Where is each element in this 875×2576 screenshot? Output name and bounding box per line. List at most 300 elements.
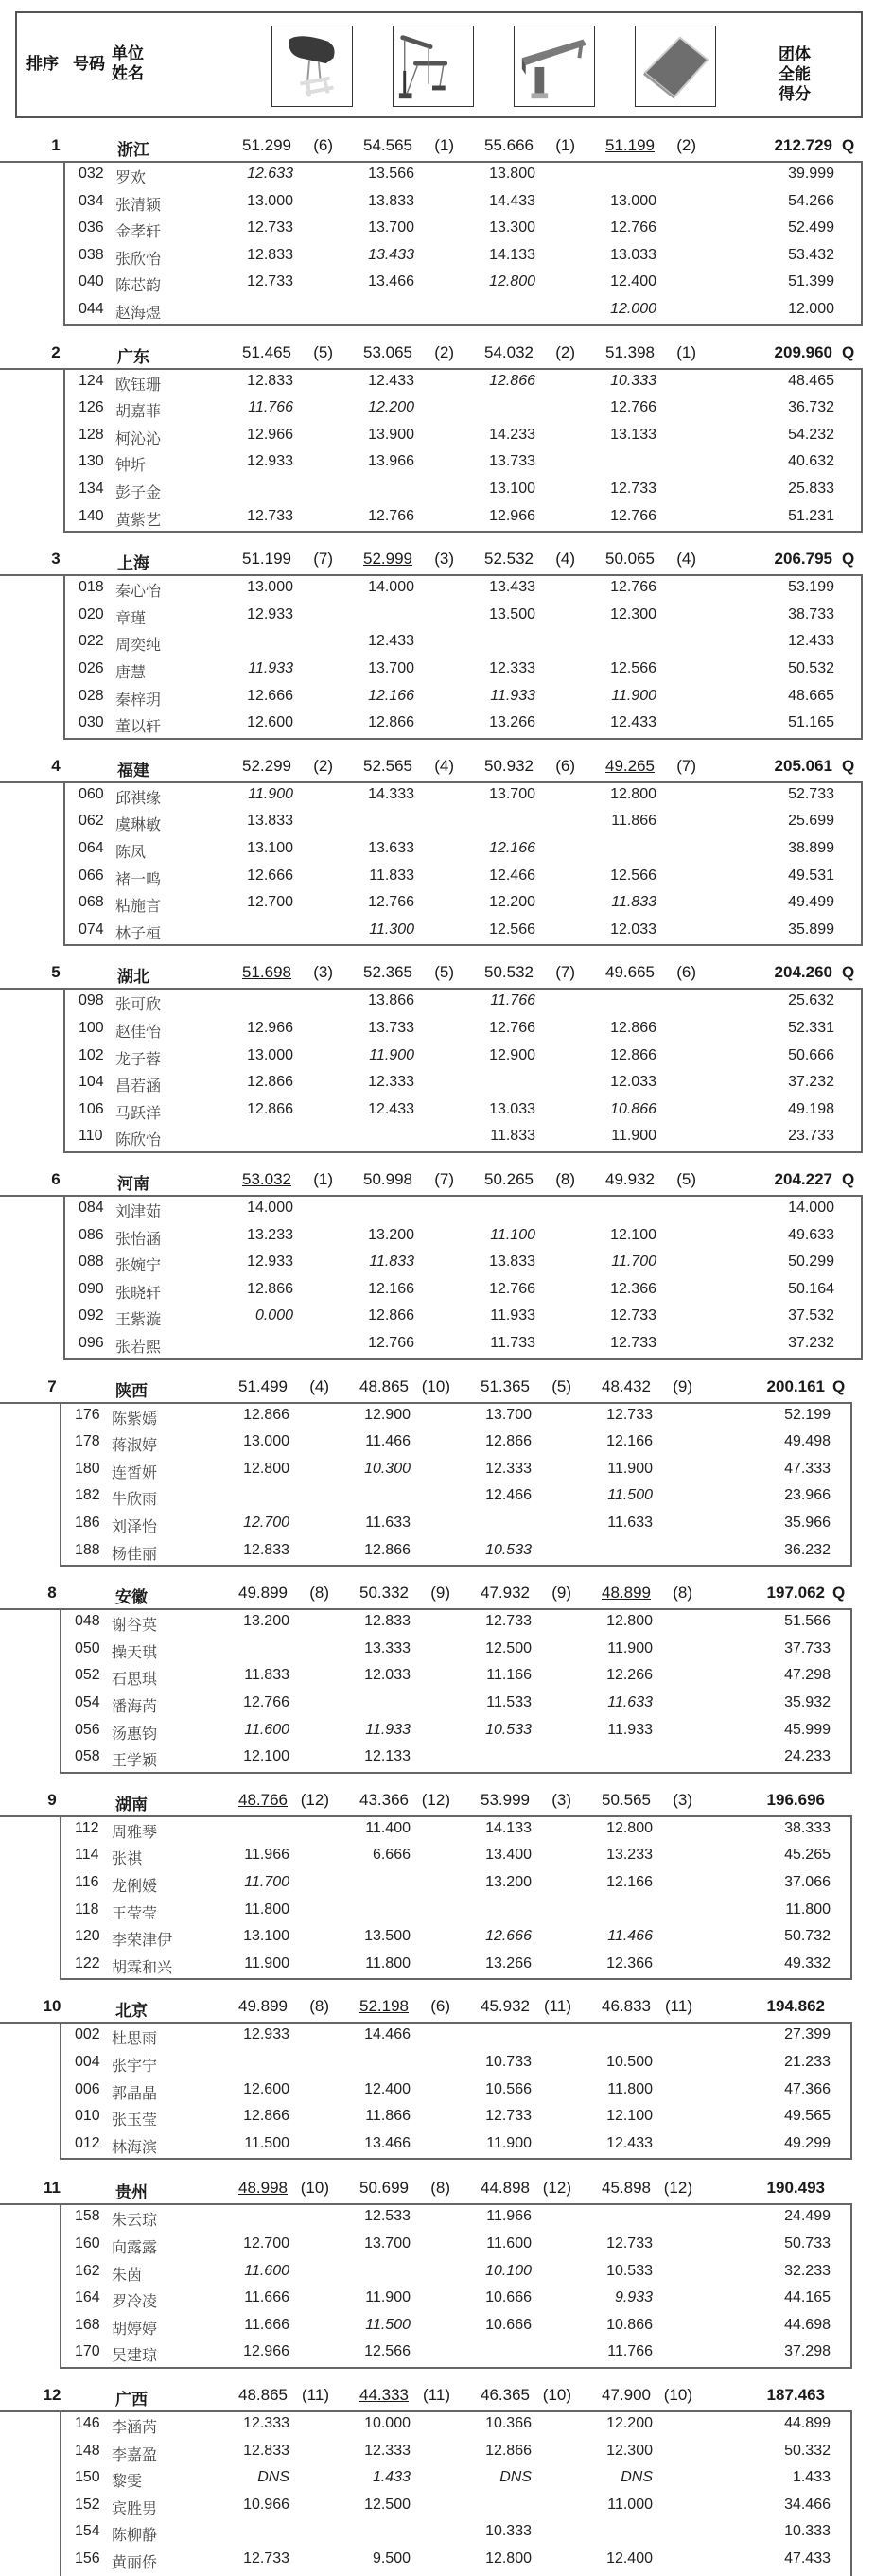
apparatus-team-score: 52.532 <box>484 550 534 569</box>
athlete-number: 168 <box>75 2316 100 2333</box>
apparatus-team-score: 51.398 <box>605 342 655 361</box>
team-rank: 8 <box>47 1584 57 1603</box>
apparatus-team-rank: (10) <box>421 1376 450 1395</box>
apparatus-score: 13.466 <box>368 273 414 290</box>
apparatus-score: 13.266 <box>489 714 535 731</box>
apparatus-score: 11.000 <box>607 2496 653 2513</box>
athlete-total: 51.165 <box>788 714 834 731</box>
apparatus-score: 12.966 <box>247 426 293 443</box>
athlete-name: 周奕纯 <box>115 638 162 655</box>
apparatus-team-score: 53.999 <box>481 1790 530 1809</box>
athlete-name: 陈欣怡 <box>115 1132 162 1149</box>
apparatus-score: 13.733 <box>489 453 535 470</box>
athlete-row <box>65 270 865 296</box>
athlete-row <box>65 782 865 809</box>
athlete-row <box>65 575 865 602</box>
athlete-name: 石思琪 <box>112 1672 158 1689</box>
apparatus-score: 11.900 <box>607 1639 653 1656</box>
apparatus-score: 10.333 <box>485 2523 532 2540</box>
athlete-total: 34.466 <box>784 2496 831 2513</box>
team-rank: 9 <box>47 1790 57 1809</box>
apparatus-score: 12.733 <box>247 507 293 524</box>
apparatus-team-score: 52.565 <box>363 756 412 775</box>
team-name: 安徽 <box>115 1588 148 1607</box>
apparatus-score: 13.200 <box>243 1613 289 1630</box>
apparatus-team-rank: (3) <box>673 1790 692 1809</box>
member-list <box>60 1403 852 1568</box>
apparatus-team-score: 50.332 <box>359 1584 409 1603</box>
apparatus-score: 13.300 <box>489 219 535 237</box>
apparatus-team-rank: (9) <box>673 1376 692 1395</box>
athlete-name: 张晓轩 <box>115 1285 162 1302</box>
athlete-name: 金孝轩 <box>115 224 162 241</box>
apparatus-score: 12.166 <box>368 687 414 704</box>
athlete-row <box>65 864 865 890</box>
athlete-total: 54.266 <box>788 192 834 209</box>
apparatus-score: 12.333 <box>489 659 535 676</box>
apparatus-score: 13.633 <box>368 839 414 856</box>
apparatus-score: 14.000 <box>368 579 414 596</box>
athlete-name: 虞琳敏 <box>115 817 162 834</box>
athlete-name: 操天琪 <box>112 1644 158 1661</box>
apparatus-score: 12.300 <box>606 2442 653 2459</box>
team-rank: 4 <box>51 756 61 775</box>
team-total-score: 196.696 <box>766 1790 825 1809</box>
apparatus-team-score: 50.699 <box>359 2179 409 2198</box>
athlete-number: 122 <box>75 1954 100 1971</box>
floor-exercise-icon <box>635 26 716 107</box>
qualified-badge: Q <box>832 1584 846 1603</box>
apparatus-score: 13.333 <box>364 1639 411 1656</box>
team-name: 广东 <box>117 347 149 366</box>
athlete-row <box>61 2313 854 2339</box>
apparatus-score: 12.566 <box>610 659 656 676</box>
athlete-total: 25.632 <box>788 992 834 1009</box>
apparatus-team-score: 51.299 <box>242 136 291 154</box>
apparatus-score: 10.533 <box>485 1721 532 1738</box>
apparatus-score: 12.033 <box>610 1074 656 1091</box>
apparatus-team-rank: (4) <box>555 550 575 569</box>
apparatus-score: 12.833 <box>243 1541 289 1558</box>
athlete-name: 黎雯 <box>112 2474 143 2491</box>
athlete-total: 49.332 <box>784 1954 831 1971</box>
athlete-row <box>61 2204 854 2231</box>
apparatus-team-rank: (3) <box>313 963 333 982</box>
apparatus-score: 13.700 <box>489 785 535 802</box>
team-total-score: 212.729 <box>774 136 832 154</box>
athlete-name: 钟圻 <box>115 458 147 475</box>
team-total-score: 205.061 <box>774 756 832 775</box>
athlete-number: 128 <box>79 426 104 443</box>
apparatus-score: 13.233 <box>247 1226 293 1243</box>
apparatus-score: 11.933 <box>490 687 535 704</box>
apparatus-team-rank: (12) <box>663 2179 692 2198</box>
athlete-row <box>61 2077 854 2104</box>
athlete-row <box>65 918 865 944</box>
apparatus-score: 12.700 <box>247 894 293 911</box>
apparatus-score: 11.833 <box>369 1253 414 1270</box>
qualified-badge: Q <box>842 342 855 361</box>
athlete-number: 114 <box>75 1847 99 1864</box>
apparatus-score: 11.600 <box>244 1721 289 1738</box>
apparatus-team-score: 47.932 <box>481 1584 530 1603</box>
athlete-row <box>65 504 865 531</box>
athlete-number: 092 <box>79 1307 104 1324</box>
athlete-row <box>65 603 865 629</box>
apparatus-score: 12.333 <box>485 1460 532 1477</box>
athlete-total: 49.498 <box>784 1433 831 1450</box>
athlete-total: 48.465 <box>788 372 834 389</box>
athlete-row <box>65 1097 865 1124</box>
athlete-number: 034 <box>79 192 104 209</box>
apparatus-score: 12.433 <box>606 2134 653 2151</box>
apparatus-score: 11.900 <box>486 2134 532 2151</box>
athlete-row <box>65 1277 865 1304</box>
athlete-name: 张若熙 <box>115 1340 162 1356</box>
athlete-number: 090 <box>79 1280 104 1297</box>
athlete-row <box>65 297 865 324</box>
apparatus-score: 11.700 <box>244 1873 289 1890</box>
apparatus-score: 13.200 <box>368 1226 414 1243</box>
athlete-row <box>61 1483 854 1510</box>
vault-icon <box>271 26 353 107</box>
apparatus-score: 11.966 <box>486 2208 532 2225</box>
athlete-number: 158 <box>75 2208 100 2225</box>
apparatus-score: 11.733 <box>490 1335 535 1351</box>
athlete-name: 龙子蓉 <box>115 1051 162 1068</box>
athlete-row <box>65 423 865 449</box>
athlete-number: 038 <box>79 246 104 263</box>
athlete-number: 150 <box>75 2469 100 2486</box>
team-name: 河南 <box>117 1175 149 1193</box>
athlete-number: 098 <box>79 992 104 1009</box>
apparatus-score: 12.166 <box>606 1433 653 1450</box>
athlete-row <box>65 836 865 863</box>
athlete-total: 36.732 <box>788 399 834 416</box>
athlete-number: 044 <box>79 301 104 317</box>
apparatus-score: 10.100 <box>485 2262 532 2279</box>
member-list <box>60 1609 852 1774</box>
apparatus-score: 12.333 <box>243 2415 289 2431</box>
athlete-row <box>65 216 865 242</box>
apparatus-score: 12.466 <box>489 867 535 884</box>
apparatus-score: 12.666 <box>485 1928 532 1945</box>
athlete-name: 胡霖和兴 <box>112 1959 173 1976</box>
athlete-row <box>61 1637 854 1663</box>
apparatus-score: 12.866 <box>368 1307 414 1324</box>
apparatus-score: 10.566 <box>485 2080 532 2097</box>
apparatus-team-rank: (8) <box>430 2179 450 2198</box>
athlete-name: 罗欢 <box>115 170 147 186</box>
athlete-number: 084 <box>79 1200 104 1216</box>
athlete-number: 002 <box>75 2026 100 2043</box>
athlete-name: 张宇宁 <box>112 2058 158 2075</box>
athlete-row <box>65 477 865 503</box>
athlete-row <box>65 657 865 683</box>
apparatus-team-rank: (6) <box>313 136 333 154</box>
apparatus-score: 12.933 <box>247 453 293 470</box>
athlete-name: 向露露 <box>112 2239 158 2256</box>
apparatus-score: 11.800 <box>244 1901 289 1918</box>
athlete-number: 176 <box>75 1406 100 1423</box>
athlete-row <box>61 1898 854 1924</box>
athlete-total: 36.232 <box>784 1541 831 1558</box>
athlete-name: 朱茵 <box>112 2267 143 2284</box>
athlete-name: 唐慧 <box>115 664 147 681</box>
athlete-name: 张婉宁 <box>115 1258 162 1275</box>
apparatus-team-score: 53.032 <box>242 1170 291 1188</box>
apparatus-score: 11.900 <box>365 2289 411 2306</box>
apparatus-score: 12.366 <box>606 1954 653 1971</box>
athlete-total: 44.165 <box>784 2289 831 2306</box>
apparatus-score: 10.966 <box>243 2496 289 2513</box>
athlete-name: 吴建琼 <box>112 2348 158 2365</box>
team-rank: 11 <box>44 2179 61 2198</box>
apparatus-score: 12.200 <box>489 894 535 911</box>
apparatus-score: 13.200 <box>485 1873 532 1890</box>
apparatus-team-rank: (1) <box>676 342 696 361</box>
athlete-row <box>61 2104 854 2130</box>
apparatus-score: 12.866 <box>368 714 414 731</box>
apparatus-team-score: 48.998 <box>238 2179 288 2198</box>
apparatus-team-rank: (5) <box>434 963 454 982</box>
apparatus-team-score: 50.532 <box>484 963 534 982</box>
team-rank: 5 <box>51 963 61 982</box>
apparatus-team-rank: (12) <box>421 1790 450 1809</box>
apparatus-score: 14.433 <box>489 192 535 209</box>
apparatus-score: 12.000 <box>610 301 656 317</box>
athlete-number: 102 <box>79 1046 104 1063</box>
apparatus-score: 11.300 <box>369 920 414 938</box>
apparatus-team-score: 54.032 <box>484 342 534 361</box>
apparatus-score: 9.500 <box>372 2550 411 2567</box>
athlete-name: 王莹莹 <box>112 1905 158 1922</box>
team-total-score: 209.960 <box>774 342 832 361</box>
athlete-row <box>61 2339 854 2366</box>
athlete-name: 李荣津伊 <box>112 1933 173 1950</box>
athlete-total: 49.299 <box>784 2134 831 2151</box>
apparatus-score: 14.233 <box>489 426 535 443</box>
apparatus-score: 11.766 <box>607 2343 653 2360</box>
apparatus-score: 10.866 <box>610 1100 656 1117</box>
athlete-row <box>65 189 865 216</box>
athlete-number: 026 <box>79 659 104 676</box>
athlete-name: 周雅琴 <box>112 1824 158 1841</box>
team-summary-row <box>0 1166 875 1193</box>
apparatus-score: 10.333 <box>610 372 656 389</box>
athlete-total: 24.499 <box>784 2208 831 2225</box>
apparatus-team-score: 54.565 <box>363 136 412 154</box>
apparatus-score: 13.833 <box>489 1253 535 1270</box>
athlete-number: 020 <box>79 605 104 622</box>
team-rank: 2 <box>51 342 61 361</box>
apparatus-team-score: 48.766 <box>238 1790 288 1809</box>
apparatus-team-score: 51.365 <box>481 1376 530 1395</box>
team-name: 广西 <box>115 2391 148 2409</box>
athlete-total: 50.532 <box>788 659 834 676</box>
team-total-score: 197.062 <box>766 1584 825 1603</box>
athlete-total: 52.499 <box>788 219 834 237</box>
apparatus-score: 13.400 <box>485 1847 532 1864</box>
apparatus-score: 12.733 <box>610 1307 656 1324</box>
apparatus-score: 11.933 <box>248 659 293 676</box>
apparatus-score: 13.800 <box>489 166 535 182</box>
athlete-name: 刘津茹 <box>115 1204 162 1220</box>
apparatus-score: 12.800 <box>606 1613 653 1630</box>
athlete-number: 164 <box>75 2289 100 2306</box>
athlete-number: 186 <box>75 1514 100 1531</box>
apparatus-score: 11.766 <box>248 399 293 416</box>
apparatus-score: 1.433 <box>372 2469 411 2486</box>
apparatus-score: 10.366 <box>485 2415 532 2431</box>
athlete-total: 49.633 <box>788 1226 834 1243</box>
apparatus-team-score: 46.833 <box>602 1997 651 2016</box>
apparatus-team-score: 55.666 <box>484 136 534 154</box>
athlete-name: 王学颖 <box>112 1753 158 1770</box>
apparatus-score: 13.000 <box>610 192 656 209</box>
athlete-total: 11.800 <box>785 1901 831 1918</box>
athlete-row <box>61 2519 854 2546</box>
athlete-name: 褚一鸣 <box>115 871 162 888</box>
apparatus-team-rank: (4) <box>309 1376 329 1395</box>
apparatus-team-score: 44.333 <box>359 2386 409 2404</box>
athlete-number: 088 <box>79 1253 104 1270</box>
apparatus-score: 12.866 <box>247 1074 293 1091</box>
athlete-name: 章瑾 <box>115 610 147 627</box>
qualified-badge: Q <box>832 1376 846 1395</box>
apparatus-score: 11.466 <box>365 1433 411 1450</box>
apparatus-team-score: 48.865 <box>238 2386 288 2404</box>
team-rank: 12 <box>43 2386 61 2404</box>
apparatus-score: 12.700 <box>243 1514 289 1531</box>
apparatus-score: 11.833 <box>611 894 656 911</box>
athlete-row <box>65 809 865 835</box>
member-list <box>60 2023 852 2160</box>
apparatus-score: 12.333 <box>364 2442 411 2459</box>
apparatus-score: 12.766 <box>368 1335 414 1351</box>
qualified-badge: Q <box>842 1170 855 1188</box>
apparatus-team-score: 52.198 <box>359 1997 409 2016</box>
athlete-row <box>65 890 865 917</box>
apparatus-score: 12.700 <box>243 2234 289 2252</box>
athlete-row <box>61 1691 854 1717</box>
athlete-total: 45.999 <box>784 1721 831 1738</box>
athlete-name: 王紫漩 <box>115 1312 162 1329</box>
athlete-total: 50.164 <box>788 1280 834 1297</box>
athlete-number: 096 <box>79 1335 104 1351</box>
apparatus-team-rank: (8) <box>309 1584 329 1603</box>
apparatus-team-score: 44.898 <box>481 2179 530 2198</box>
athlete-number: 086 <box>79 1226 104 1243</box>
apparatus-team-rank: (1) <box>555 136 575 154</box>
apparatus-team-score: 50.932 <box>484 756 534 775</box>
athlete-row <box>61 1538 854 1565</box>
apparatus-team-rank: (5) <box>313 342 333 361</box>
apparatus-score: 11.400 <box>365 1819 411 1836</box>
apparatus-team-score: 50.265 <box>484 1170 534 1188</box>
athlete-total: 50.732 <box>784 1928 831 1945</box>
apparatus-team-score: 52.999 <box>363 550 412 569</box>
apparatus-score: 13.900 <box>368 426 414 443</box>
athlete-total: 32.233 <box>784 2262 831 2279</box>
athlete-number: 012 <box>75 2134 100 2151</box>
apparatus-score: 12.733 <box>610 1335 656 1351</box>
athlete-number: 036 <box>79 219 104 237</box>
apparatus-score: 13.266 <box>485 1954 532 1971</box>
apparatus-team-rank: (5) <box>551 1376 571 1395</box>
apparatus-team-rank: (1) <box>313 1170 333 1188</box>
team-summary-row <box>0 1374 871 1400</box>
apparatus-score: 13.000 <box>247 1046 293 1063</box>
athlete-total: 53.432 <box>788 246 834 263</box>
team-rank: 10 <box>43 1997 61 2016</box>
athlete-number: 066 <box>79 867 104 884</box>
apparatus-score: 12.800 <box>243 1460 289 1477</box>
apparatus-score: 12.366 <box>610 1280 656 1297</box>
athlete-total: 49.565 <box>784 2108 831 2125</box>
apparatus-score: 12.800 <box>606 1819 653 1836</box>
apparatus-team-score: 50.065 <box>605 550 655 569</box>
apparatus-score: 11.600 <box>244 2262 289 2279</box>
athlete-row <box>61 1718 854 1744</box>
apparatus-score: 14.133 <box>485 1819 532 1836</box>
athlete-row <box>61 1870 854 1897</box>
apparatus-score: 14.000 <box>247 1200 293 1216</box>
apparatus-team-score: 46.365 <box>481 2386 530 2404</box>
team-name: 湖南 <box>115 1795 148 1814</box>
athlete-name: 黄紫艺 <box>115 512 162 529</box>
apparatus-score: 11.833 <box>244 1667 289 1684</box>
athlete-row <box>61 1663 854 1690</box>
athlete-name: 蒋淑婷 <box>112 1438 158 1455</box>
athlete-row <box>65 684 865 710</box>
athlete-number: 106 <box>79 1100 104 1117</box>
apparatus-score: 13.033 <box>610 246 656 263</box>
athlete-name: 龙俐媛 <box>112 1878 158 1895</box>
athlete-row <box>65 1223 865 1250</box>
athlete-number: 140 <box>79 507 104 524</box>
athlete-name: 李涵芮 <box>112 2420 158 2436</box>
team-name: 湖北 <box>117 968 149 987</box>
athlete-number: 030 <box>79 714 104 731</box>
athlete-total: 37.298 <box>784 2343 831 2360</box>
apparatus-score: 11.966 <box>244 1847 289 1864</box>
athlete-total: 50.666 <box>788 1046 834 1063</box>
athlete-row <box>65 710 865 737</box>
athlete-name: 柯沁沁 <box>115 430 162 447</box>
athlete-number: 178 <box>75 1433 100 1450</box>
athlete-number: 004 <box>75 2053 100 2070</box>
apparatus-team-rank: (8) <box>673 1584 692 1603</box>
athlete-name: 谢谷英 <box>112 1618 158 1635</box>
apparatus-score: 11.800 <box>365 1954 411 1971</box>
athlete-number: 170 <box>75 2343 100 2360</box>
apparatus-team-score: 48.899 <box>602 1584 651 1603</box>
athlete-number: 148 <box>75 2442 100 2459</box>
athlete-name: 林海滨 <box>112 2139 158 2156</box>
apparatus-score: 13.000 <box>243 1433 289 1450</box>
apparatus-team-rank: (6) <box>430 1997 450 2016</box>
athlete-total: 47.366 <box>784 2080 831 2097</box>
team-summary-row <box>0 2175 871 2201</box>
athlete-name: 罗冷凌 <box>112 2294 158 2311</box>
apparatus-score: 12.166 <box>489 839 535 856</box>
apparatus-team-rank: (8) <box>309 1997 329 2016</box>
apparatus-score: 12.566 <box>489 920 535 938</box>
number-column-label: 号码 <box>73 55 105 73</box>
apparatus-score: 13.500 <box>364 1928 411 1945</box>
athlete-name: 陈凤 <box>115 844 147 861</box>
